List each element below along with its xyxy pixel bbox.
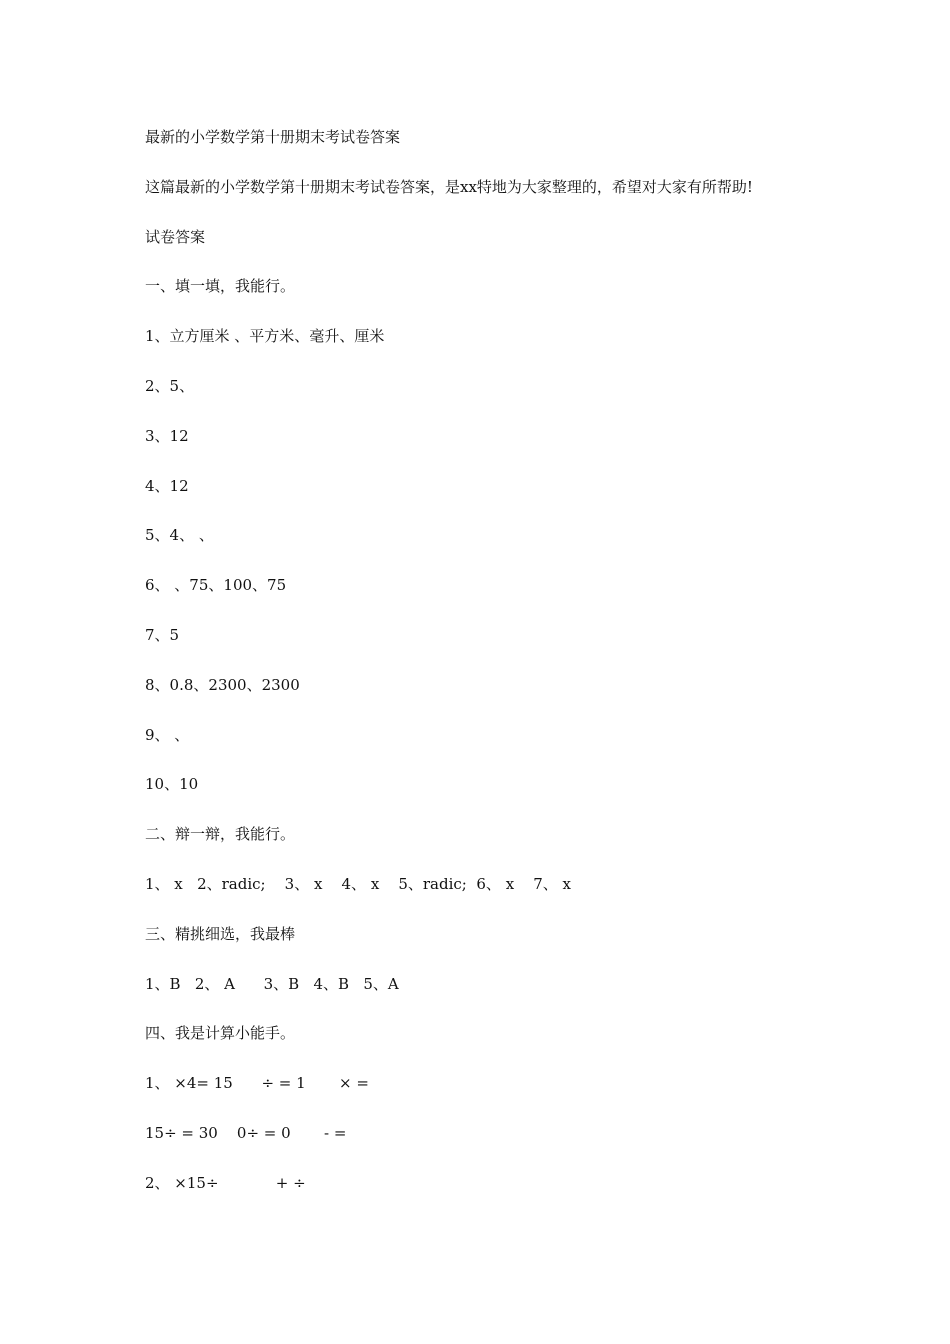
answer-line: 6、 、75、100、75 [145, 576, 287, 595]
part3-heading: 三、精挑细选，我最棒 [145, 924, 296, 943]
answer-line: 9、 、 [145, 725, 190, 744]
document-body [145, 124, 865, 1220]
section-label: 试卷答案 [145, 227, 206, 246]
answer-line: 1、立方厘米 、平方米、毫升、厘米 [145, 327, 385, 346]
calculation-line: 15÷ = 30 0÷ = 0 - = [145, 1123, 347, 1142]
answer-line: 8、0.8、2300、2300 [145, 675, 300, 694]
part3-answers: 1、B 2、 A 3、B 4、B 5、A [145, 974, 399, 993]
part1-heading: 一、填一填，我能行。 [145, 277, 296, 296]
answer-line: 4、12 [145, 476, 189, 495]
calculation-line: 2、 ×15÷ + ÷ [145, 1173, 306, 1192]
intro-paragraph: 这篇最新的小学数学第十册期末考试卷答案，是xx特地为大家整理的，希望对大家有所帮助! [145, 177, 753, 196]
answer-line: 2、5、 [145, 376, 195, 395]
part2-heading: 二、辩一辩，我能行。 [145, 825, 296, 844]
part2-answers: 1、 x 2、radic; 3、 x 4、 x 5、radic; 6、 x 7、 x [145, 874, 572, 893]
answer-line: 3、12 [145, 426, 189, 445]
answer-line: 5、4、 、 [145, 526, 214, 545]
part4-heading: 四、我是计算小能手。 [145, 1024, 296, 1043]
calculation-line: 1、 ×4= 15 ÷ = 1 × = [145, 1074, 369, 1093]
answer-line: 10、10 [145, 775, 199, 794]
document-title: 最新的小学数学第十册期末考试卷答案 [145, 128, 401, 146]
answer-line: 7、5 [145, 625, 180, 644]
